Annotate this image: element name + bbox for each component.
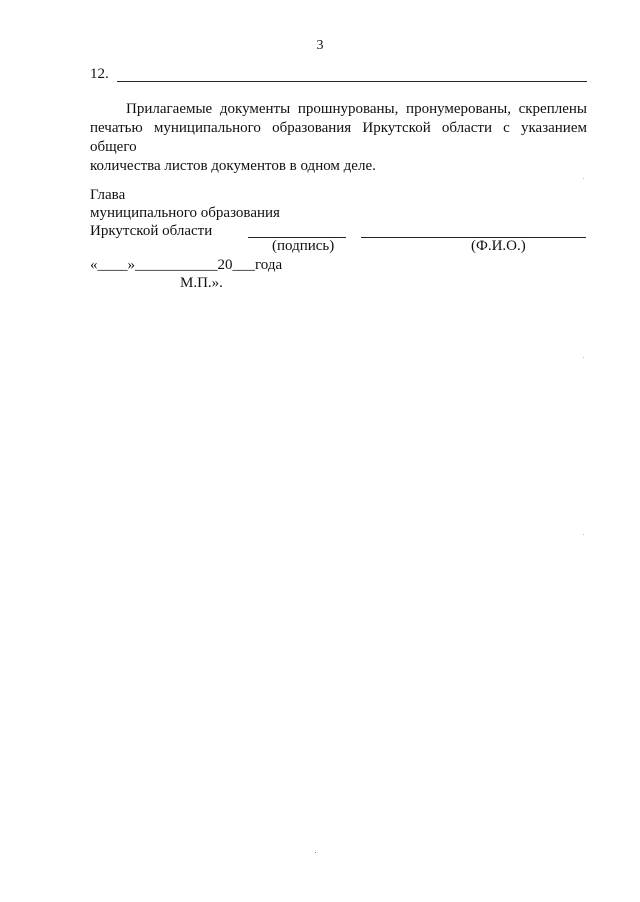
scan-speck: [315, 852, 316, 853]
scan-speck: [583, 534, 584, 535]
paragraph-line: количества листов документов в одном деле.: [90, 158, 376, 174]
head-organization: муниципального образования: [90, 205, 280, 221]
head-title: Глава: [90, 187, 126, 203]
head-region: Иркутской области: [90, 223, 213, 239]
paragraph-line: печатью муниципального образования Иркутской области с указанием общего: [90, 120, 587, 155]
scan-speck: [583, 357, 584, 358]
page-number: 3: [316, 38, 324, 53]
date-line: «____»___________20___года: [90, 257, 283, 273]
item-12-number: 12.: [90, 66, 109, 82]
item-12-blank-line: [117, 81, 587, 82]
signature-caption: (подпись): [272, 238, 335, 254]
paragraph-line: Прилагаемые документы прошнурованы, пронумерованы, скреплены: [126, 101, 587, 117]
attached-documents-paragraph: [90, 100, 587, 176]
name-caption: (Ф.И.О.): [471, 238, 526, 254]
scan-speck: [583, 178, 584, 179]
stamp-label: М.П.».: [180, 275, 223, 291]
